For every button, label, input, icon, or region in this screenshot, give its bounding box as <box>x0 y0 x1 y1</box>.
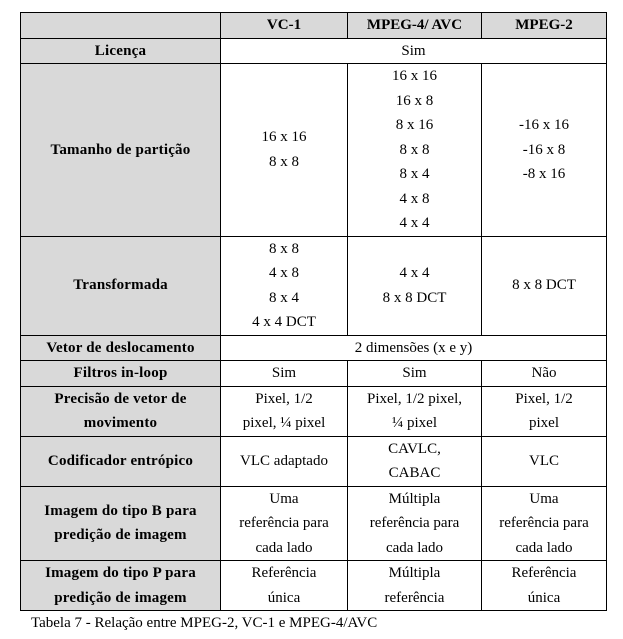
cell-line: única <box>267 589 301 606</box>
table-row <box>21 486 607 561</box>
cell-imagem-p-avc <box>348 561 482 611</box>
cell-line: referência para <box>369 515 460 531</box>
cell-line: Referência <box>251 565 317 581</box>
row-label-imagem-p <box>21 561 221 611</box>
cell-line: pixel, ¼ pixel <box>242 415 326 431</box>
cell-line: 8 x 16 <box>395 117 434 133</box>
cell-transformada-avc <box>348 236 482 335</box>
row-label-tamanho: Tamanho de partição <box>21 64 221 237</box>
cell-line: cada lado <box>515 539 573 556</box>
cell-line: 4 x 8 <box>269 265 299 281</box>
cell-line: referência para <box>239 515 329 531</box>
cell-line: 16 x 8 <box>395 92 434 109</box>
cell-imagem-p-mpeg2 <box>482 561 607 611</box>
cell-line: Uma <box>269 490 299 507</box>
row-label-line: Imagem do tipo B para <box>44 502 197 519</box>
cell-vetor: 2 dimensões (x e y) <box>221 335 607 361</box>
cell-line: Referência <box>511 565 577 581</box>
cell-line: 16 x 16 <box>261 129 307 146</box>
header-vc1: VC-1 <box>221 13 348 39</box>
table-caption: Tabela 7 - Relação entre MPEG-2, VC-1 e MPEG-4/AVC <box>31 615 378 631</box>
cell-imagem-b-mpeg2 <box>482 486 607 561</box>
row-label-line: Imagem do tipo P para <box>45 565 196 581</box>
row-label-line: Precisão de vetor de <box>54 390 187 407</box>
cell-codificador-vc1 <box>221 436 348 486</box>
row-label-imagem-b <box>21 486 221 561</box>
cell-imagem-p-vc1 <box>221 561 348 611</box>
cell-line: 8 x 8 <box>399 141 430 158</box>
cell-line: cada lado <box>385 539 444 556</box>
cell-filtros-mpeg2: Não <box>482 361 607 387</box>
row-label-line: movimento <box>83 415 158 431</box>
cell-line: 16 x 16 <box>392 68 437 84</box>
cell-line: 4 x 4 <box>399 265 430 281</box>
cell-line: 8 x 4 <box>269 289 299 306</box>
cell-filtros-avc: Sim <box>348 361 482 387</box>
header-avc: MPEG-4/ AVC <box>348 13 482 39</box>
cell-line: 4 x 4 DCT <box>252 314 316 330</box>
cell-line: referência para <box>499 515 589 531</box>
row-label-codificador: Codificador entrópico <box>21 436 221 486</box>
cell-transformada-mpeg2 <box>482 236 607 335</box>
cell-line: 4 x 4 <box>399 215 430 231</box>
cell-precisao-mpeg2 <box>482 386 607 436</box>
row-label-line: predição de imagem <box>54 589 187 606</box>
row-label-line: predição de imagem <box>54 527 187 544</box>
cell-codificador-mpeg2 <box>482 436 607 486</box>
cell-line: Múltipla <box>388 565 441 581</box>
cell-line: ¼ pixel <box>392 415 437 431</box>
cell-line: Pixel, 1/2 <box>515 390 573 407</box>
cell-line: 4 x 8 <box>399 190 430 207</box>
comparison-table <box>20 12 607 611</box>
table-row <box>21 386 607 436</box>
cell-line: Múltipla <box>388 490 441 507</box>
table-row <box>21 561 607 611</box>
cell-line: -16 x 8 <box>522 141 566 158</box>
table-row <box>21 335 607 361</box>
cell-precisao-vc1 <box>221 386 348 436</box>
header-mpeg2: MPEG-2 <box>482 13 607 39</box>
row-label-licenca: Licença <box>21 38 221 64</box>
cell-precisao-avc <box>348 386 482 436</box>
cell-tamanho-mpeg2 <box>482 64 607 237</box>
cell-line: 8 x 8 <box>269 153 299 170</box>
cell-line: Pixel, 1/2 <box>255 390 313 407</box>
cell-tamanho-avc <box>348 64 482 237</box>
cell-line: Pixel, 1/2 pixel, <box>367 390 462 407</box>
cell-transformada-vc1 <box>221 236 348 335</box>
table-row <box>21 38 607 64</box>
cell-tamanho-vc1 <box>221 64 348 237</box>
cell-licenca: Sim <box>221 38 607 64</box>
cell-line: única <box>527 589 561 606</box>
cell-line: CABAC <box>388 465 441 481</box>
row-label-transformada: Transformada <box>21 236 221 335</box>
table-row <box>21 64 607 237</box>
cell-line: 8 x 8 <box>269 240 299 257</box>
cell-line: Uma <box>529 490 559 507</box>
table-row <box>21 361 607 387</box>
cell-line: 8 x 8 DCT <box>382 289 447 306</box>
cell-line: pixel <box>529 415 559 431</box>
cell-line: -16 x 16 <box>519 117 569 133</box>
table-row <box>21 436 607 486</box>
table-row <box>21 236 607 335</box>
cell-line: CAVLC, <box>388 440 441 457</box>
row-label-vetor: Vetor de deslocamento <box>21 335 221 361</box>
cell-line: VLC adaptado <box>240 452 328 469</box>
cell-line: -8 x 16 <box>522 166 566 182</box>
row-label-filtros: Filtros in-loop <box>21 361 221 387</box>
cell-codificador-avc <box>348 436 482 486</box>
cell-line: cada lado <box>255 539 313 556</box>
header-empty <box>21 13 221 39</box>
cell-line: referência <box>384 589 445 606</box>
cell-filtros-vc1: Sim <box>221 361 348 387</box>
cell-imagem-b-vc1 <box>221 486 348 561</box>
row-label-precisao <box>21 386 221 436</box>
cell-line: 8 x 8 DCT <box>512 277 576 294</box>
cell-imagem-b-avc <box>348 486 482 561</box>
header-row <box>21 13 607 39</box>
cell-line: 8 x 4 <box>399 166 430 182</box>
cell-line: VLC <box>529 452 559 469</box>
